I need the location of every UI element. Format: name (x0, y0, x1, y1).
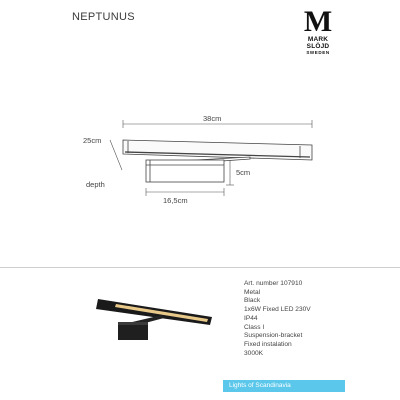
width-label: 16,5cm (163, 196, 188, 205)
length-label: 38cm (203, 114, 222, 123)
logo-line-3: SWEDEN (306, 50, 330, 55)
spec-item: Fixed instalation (244, 340, 292, 348)
spec-item: 3000K (244, 349, 264, 357)
footer-banner: Lights of Scandinavia (223, 380, 345, 392)
spec-item: Metal (244, 288, 261, 296)
section-divider (0, 267, 400, 268)
logo-letter: M (303, 5, 333, 38)
spec-item: Black (244, 297, 261, 305)
spec-item: 1x6W Fixed LED 230V (244, 306, 311, 314)
logo-line-2: SLÖJD (306, 43, 330, 50)
product-title: NEPTUNUS (72, 11, 135, 23)
spec-item: IP44 (244, 314, 258, 322)
spec-list (244, 280, 311, 358)
product-photo (70, 287, 220, 357)
depth-dimension-line (110, 140, 122, 170)
height-label: 5cm (236, 168, 251, 177)
depth-label: depth (86, 180, 105, 189)
depth-value-label: 25cm (83, 136, 102, 145)
spec-item: Suspension-bracket (244, 332, 303, 340)
logo-line-1: MARK (307, 36, 329, 43)
spec-item: Art. number 107910 (244, 280, 303, 287)
fixture-outline (123, 140, 312, 182)
spec-item: Class I (244, 323, 265, 331)
